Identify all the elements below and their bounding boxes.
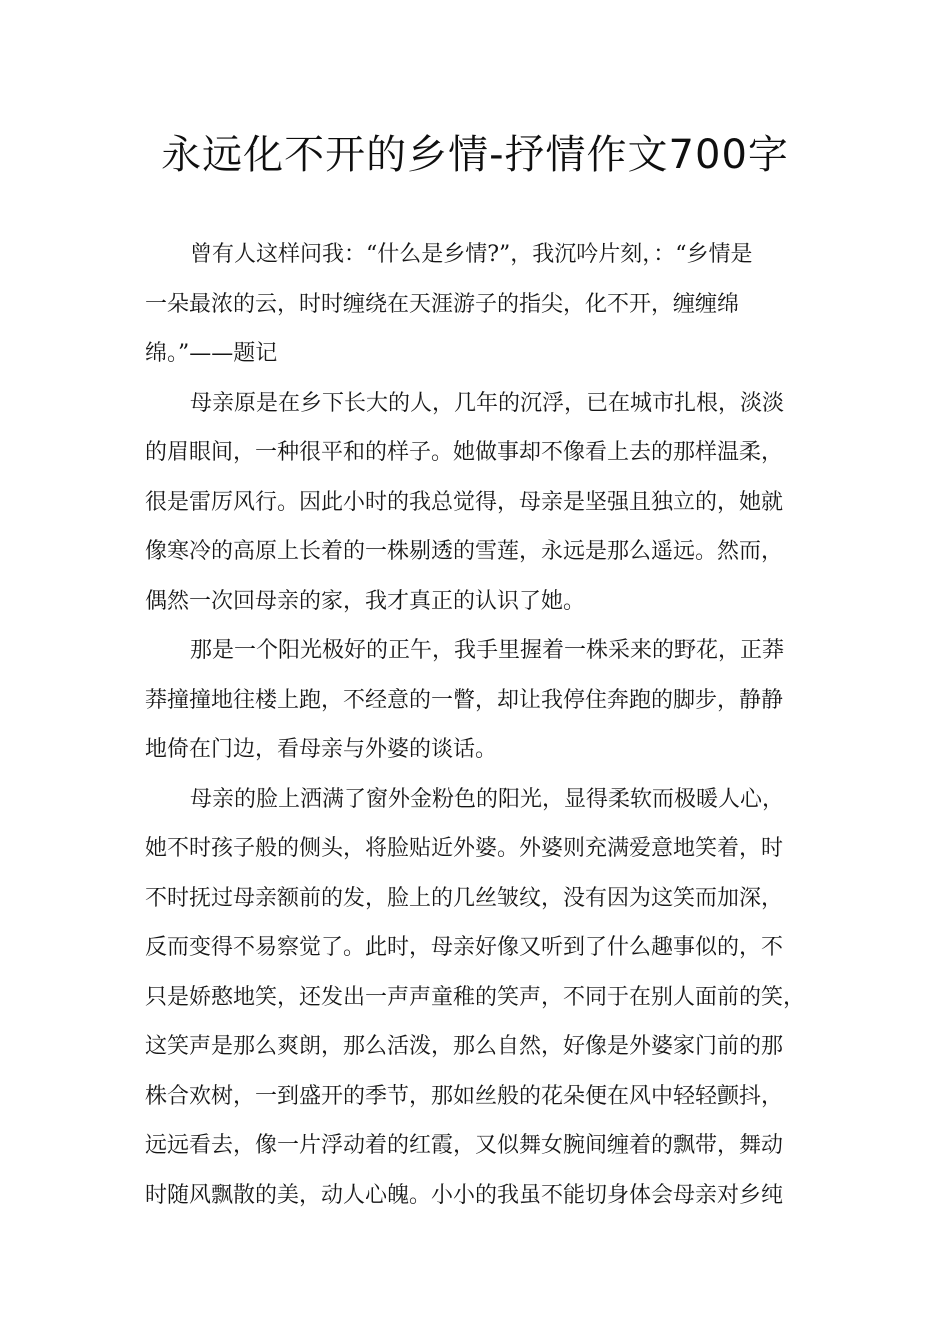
document-body bbox=[145, 230, 825, 1220]
paragraph-1-line-3: 绵。”——题记 bbox=[145, 341, 278, 366]
paragraph-4-line-3: 不时抚过母亲额前的发，脸上的几丝皱纹，没有因为这笑而加深， bbox=[145, 885, 784, 911]
paragraph-3-line-1: 那是一个阳光极好的正午，我手里握着一株采来的野花，正莽 bbox=[190, 638, 785, 663]
paragraph-4-line-1: 母亲的脸上洒满了窗外金粉色的阳光，显得柔软而极暖人心， bbox=[190, 786, 785, 812]
paragraph-4-line-7: 株合欢树，一到盛开的季节，那如丝般的花朵便在风中轻轻颤抖， bbox=[145, 1083, 784, 1109]
paragraph-4-line-5: 只是娇憨地笑，还发出一声声童稚的笑声，不同于在别人面前的笑， bbox=[145, 984, 806, 1010]
paragraph-4-line-6: 这笑声是那么爽朗，那么活泼，那么自然，好像是外婆家门前的那 bbox=[145, 1034, 784, 1059]
paragraph-1-line-1: 曾有人这样问我：“什么是乡情?”，我沉吟片刻，：“乡情是 bbox=[190, 242, 753, 267]
paragraph-2-line-3: 很是雷厉风行。因此小时的我总觉得，母亲是坚强且独立的，她就 bbox=[145, 489, 784, 515]
document-title: 永远化不开的乡情-抒情作文700字 bbox=[161, 132, 789, 178]
paragraph-2-line-5: 偶然一次回母亲的家，我才真正的认识了她。 bbox=[145, 588, 586, 614]
paragraph-3-line-3: 地倚在门边，看母亲与外婆的谈话。 bbox=[145, 737, 498, 762]
paragraph-4-line-8: 远远看去，像一片浮动着的红霞，又似舞女腕间缠着的飘带，舞动 bbox=[145, 1133, 784, 1158]
paragraph-3-line-2: 莽撞撞地往楼上跑，不经意的一瞥，却让我停住奔跑的脚步，静静 bbox=[145, 687, 784, 713]
paragraph-2-line-2: 的眉眼间，一种很平和的样子。她做事却不像看上去的那样温柔， bbox=[145, 440, 784, 465]
paragraph-2-line-4: 像寒冷的高原上长着的一株剔透的雪莲，永远是那么遥远。然而， bbox=[145, 539, 784, 564]
paragraph-4-line-4: 反而变得不易察觉了。此时，母亲好像又听到了什么趣事似的，不 bbox=[145, 935, 784, 960]
paragraph-4-line-2: 她不时孩子般的侧头，将脸贴近外婆。外婆则充满爱意地笑着，时 bbox=[145, 836, 784, 861]
paragraph-4-line-9: 时随风飘散的美，动人心魄。小小的我虽不能切身体会母亲对乡纯 bbox=[145, 1182, 784, 1208]
paragraph-1-line-2: 一朵最浓的云，时时缠绕在天涯游子的指尖，化不开，缠缠绵 bbox=[145, 291, 740, 317]
paragraph-2-line-1: 母亲原是在乡下长大的人，几年的沉浮，已在城市扎根，淡淡 bbox=[190, 390, 785, 416]
